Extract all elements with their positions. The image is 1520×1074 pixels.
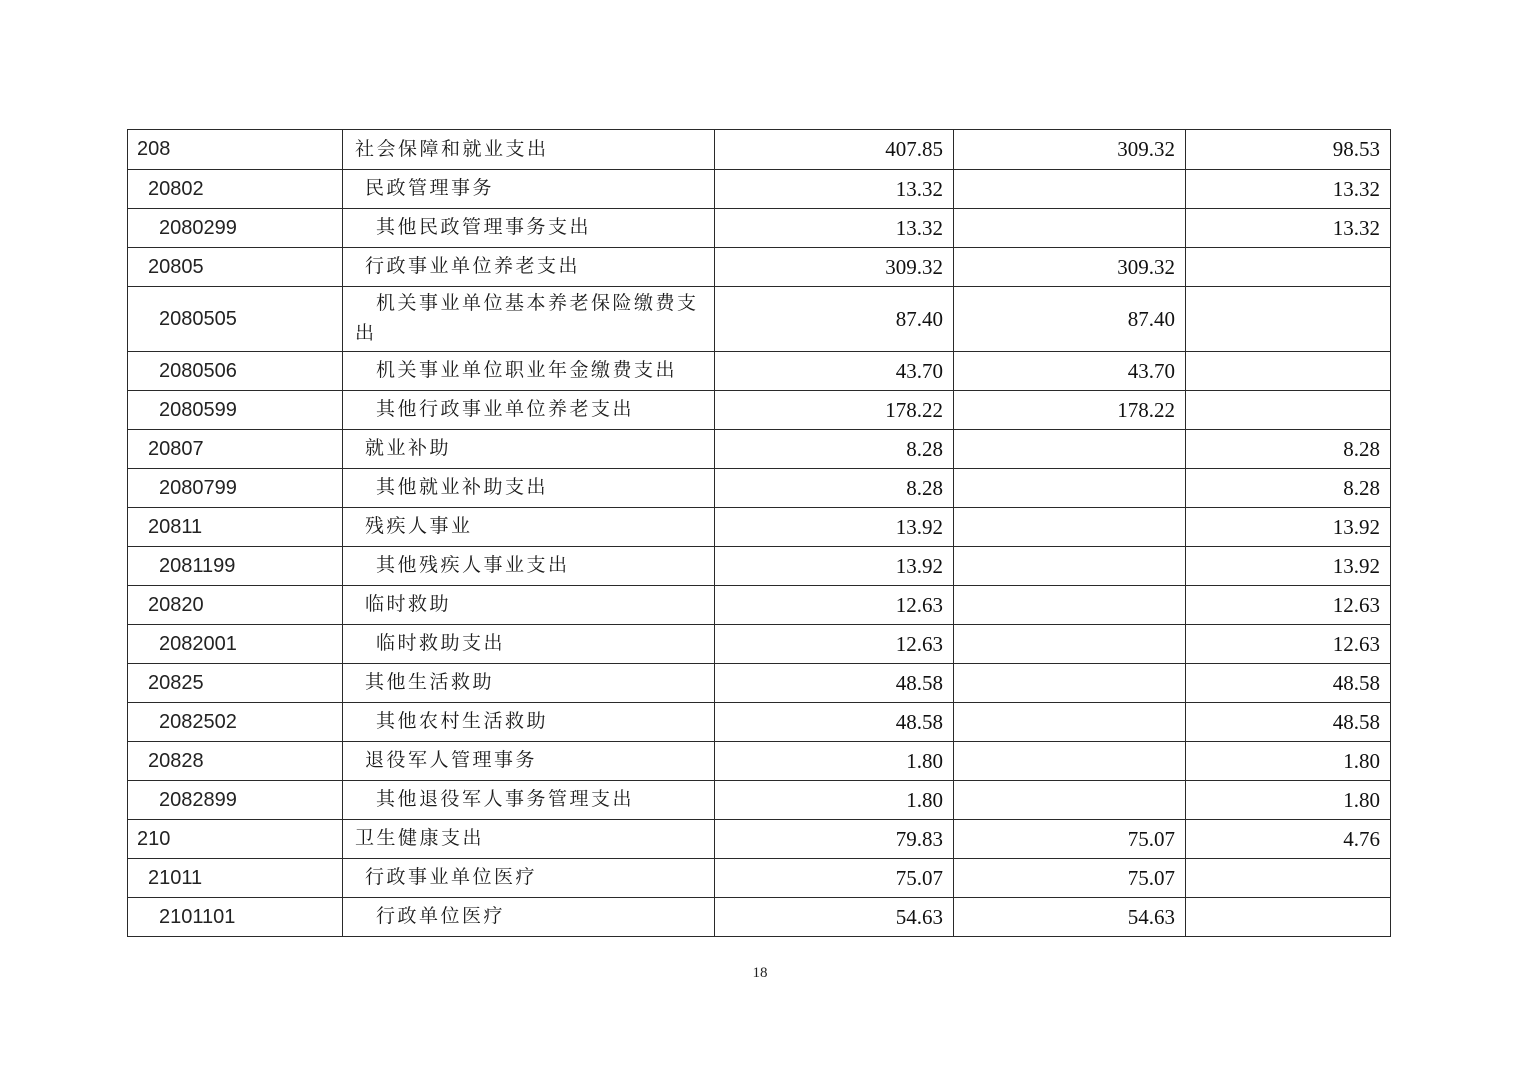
basic-amount-cell (954, 547, 1186, 586)
subject-code-cell: 2080299 (128, 209, 343, 248)
total-amount-cell: 12.63 (715, 625, 954, 664)
total-amount-cell: 75.07 (715, 859, 954, 898)
project-amount-cell (1186, 248, 1391, 287)
subject-name-cell: 行政事业单位医疗 (343, 859, 715, 898)
project-amount-cell: 8.28 (1186, 469, 1391, 508)
subject-code-cell: 20802 (128, 170, 343, 209)
subject-name-cell: 行政事业单位养老支出 (343, 248, 715, 287)
subject-code-cell: 20811 (128, 508, 343, 547)
subject-name-cell: 临时救助 (343, 586, 715, 625)
table-row (128, 430, 1391, 469)
subject-code-cell: 20820 (128, 586, 343, 625)
project-amount-cell: 13.32 (1186, 170, 1391, 209)
subject-name-cell: 社会保障和就业支出 (343, 130, 715, 170)
subject-code-cell: 21011 (128, 859, 343, 898)
table-row (128, 170, 1391, 209)
subject-code-cell: 2101101 (128, 898, 343, 937)
total-amount-cell: 54.63 (715, 898, 954, 937)
subject-code-cell: 20825 (128, 664, 343, 703)
table-row (128, 586, 1391, 625)
total-amount-cell: 178.22 (715, 391, 954, 430)
total-amount-cell: 8.28 (715, 430, 954, 469)
subject-code-cell: 2080599 (128, 391, 343, 430)
table-row (128, 469, 1391, 508)
project-amount-cell: 98.53 (1186, 130, 1391, 170)
basic-amount-cell (954, 625, 1186, 664)
project-amount-cell (1186, 352, 1391, 391)
subject-name-cell: 行政单位医疗 (343, 898, 715, 937)
subject-name-cell: 机关事业单位基本养老保险缴费支出 (343, 287, 715, 352)
table-row (128, 820, 1391, 859)
project-amount-cell: 48.58 (1186, 664, 1391, 703)
basic-amount-cell: 309.32 (954, 248, 1186, 287)
subject-name-cell: 临时救助支出 (343, 625, 715, 664)
subject-code-cell: 210 (128, 820, 343, 859)
basic-amount-cell (954, 170, 1186, 209)
subject-name-cell: 退役军人管理事务 (343, 742, 715, 781)
subject-name-cell: 残疾人事业 (343, 508, 715, 547)
table-row (128, 352, 1391, 391)
basic-amount-cell (954, 469, 1186, 508)
total-amount-cell: 13.32 (715, 170, 954, 209)
project-amount-cell: 1.80 (1186, 781, 1391, 820)
expenditure-table (127, 129, 1391, 937)
total-amount-cell: 48.58 (715, 703, 954, 742)
project-amount-cell (1186, 287, 1391, 352)
total-amount-cell: 87.40 (715, 287, 954, 352)
subject-code-cell: 2082502 (128, 703, 343, 742)
project-amount-cell: 48.58 (1186, 703, 1391, 742)
table-row (128, 547, 1391, 586)
total-amount-cell: 43.70 (715, 352, 954, 391)
table-row (128, 664, 1391, 703)
subject-name-cell: 民政管理事务 (343, 170, 715, 209)
subject-code-cell: 20805 (128, 248, 343, 287)
table-row (128, 625, 1391, 664)
project-amount-cell: 12.63 (1186, 586, 1391, 625)
subject-code-cell: 2080506 (128, 352, 343, 391)
subject-code-cell: 208 (128, 130, 343, 170)
basic-amount-cell: 178.22 (954, 391, 1186, 430)
basic-amount-cell (954, 703, 1186, 742)
project-amount-cell (1186, 859, 1391, 898)
subject-name-cell: 机关事业单位职业年金缴费支出 (343, 352, 715, 391)
total-amount-cell: 1.80 (715, 781, 954, 820)
table-row (128, 742, 1391, 781)
basic-amount-cell (954, 586, 1186, 625)
total-amount-cell: 309.32 (715, 248, 954, 287)
subject-name-cell: 其他民政管理事务支出 (343, 209, 715, 248)
subject-name-cell: 其他就业补助支出 (343, 469, 715, 508)
table-row (128, 703, 1391, 742)
table-row (128, 130, 1391, 170)
subject-code-cell: 2081199 (128, 547, 343, 586)
basic-amount-cell (954, 781, 1186, 820)
table-row (128, 781, 1391, 820)
basic-amount-cell (954, 430, 1186, 469)
basic-amount-cell (954, 742, 1186, 781)
subject-name-cell: 其他残疾人事业支出 (343, 547, 715, 586)
subject-name-cell: 其他行政事业单位养老支出 (343, 391, 715, 430)
project-amount-cell (1186, 898, 1391, 937)
subject-code-cell: 2082001 (128, 625, 343, 664)
basic-amount-cell: 75.07 (954, 820, 1186, 859)
basic-amount-cell: 43.70 (954, 352, 1186, 391)
project-amount-cell: 12.63 (1186, 625, 1391, 664)
table-row (128, 859, 1391, 898)
total-amount-cell: 13.32 (715, 209, 954, 248)
project-amount-cell: 13.92 (1186, 508, 1391, 547)
total-amount-cell: 407.85 (715, 130, 954, 170)
page-number: 18 (752, 965, 768, 981)
table-row (128, 248, 1391, 287)
subject-name-cell: 其他农村生活救助 (343, 703, 715, 742)
basic-amount-cell (954, 508, 1186, 547)
subject-code-cell: 2080799 (128, 469, 343, 508)
total-amount-cell: 12.63 (715, 586, 954, 625)
total-amount-cell: 13.92 (715, 547, 954, 586)
basic-amount-cell (954, 209, 1186, 248)
subject-name-cell: 其他生活救助 (343, 664, 715, 703)
table-row (128, 508, 1391, 547)
subject-code-cell: 2082899 (128, 781, 343, 820)
subject-code-cell: 20807 (128, 430, 343, 469)
table-row (128, 898, 1391, 937)
basic-amount-cell: 87.40 (954, 287, 1186, 352)
total-amount-cell: 1.80 (715, 742, 954, 781)
project-amount-cell (1186, 391, 1391, 430)
project-amount-cell: 8.28 (1186, 430, 1391, 469)
total-amount-cell: 79.83 (715, 820, 954, 859)
total-amount-cell: 13.92 (715, 508, 954, 547)
subject-code-cell: 20828 (128, 742, 343, 781)
table-row (128, 209, 1391, 248)
table-row (128, 287, 1391, 352)
project-amount-cell: 1.80 (1186, 742, 1391, 781)
project-amount-cell: 13.92 (1186, 547, 1391, 586)
project-amount-cell: 13.32 (1186, 209, 1391, 248)
subject-name-cell: 卫生健康支出 (343, 820, 715, 859)
table-row (128, 391, 1391, 430)
basic-amount-cell: 54.63 (954, 898, 1186, 937)
basic-amount-cell (954, 664, 1186, 703)
subject-code-cell: 2080505 (128, 287, 343, 352)
basic-amount-cell: 75.07 (954, 859, 1186, 898)
subject-name-cell: 其他退役军人事务管理支出 (343, 781, 715, 820)
basic-amount-cell: 309.32 (954, 130, 1186, 170)
total-amount-cell: 48.58 (715, 664, 954, 703)
total-amount-cell: 8.28 (715, 469, 954, 508)
project-amount-cell: 4.76 (1186, 820, 1391, 859)
subject-name-cell: 就业补助 (343, 430, 715, 469)
